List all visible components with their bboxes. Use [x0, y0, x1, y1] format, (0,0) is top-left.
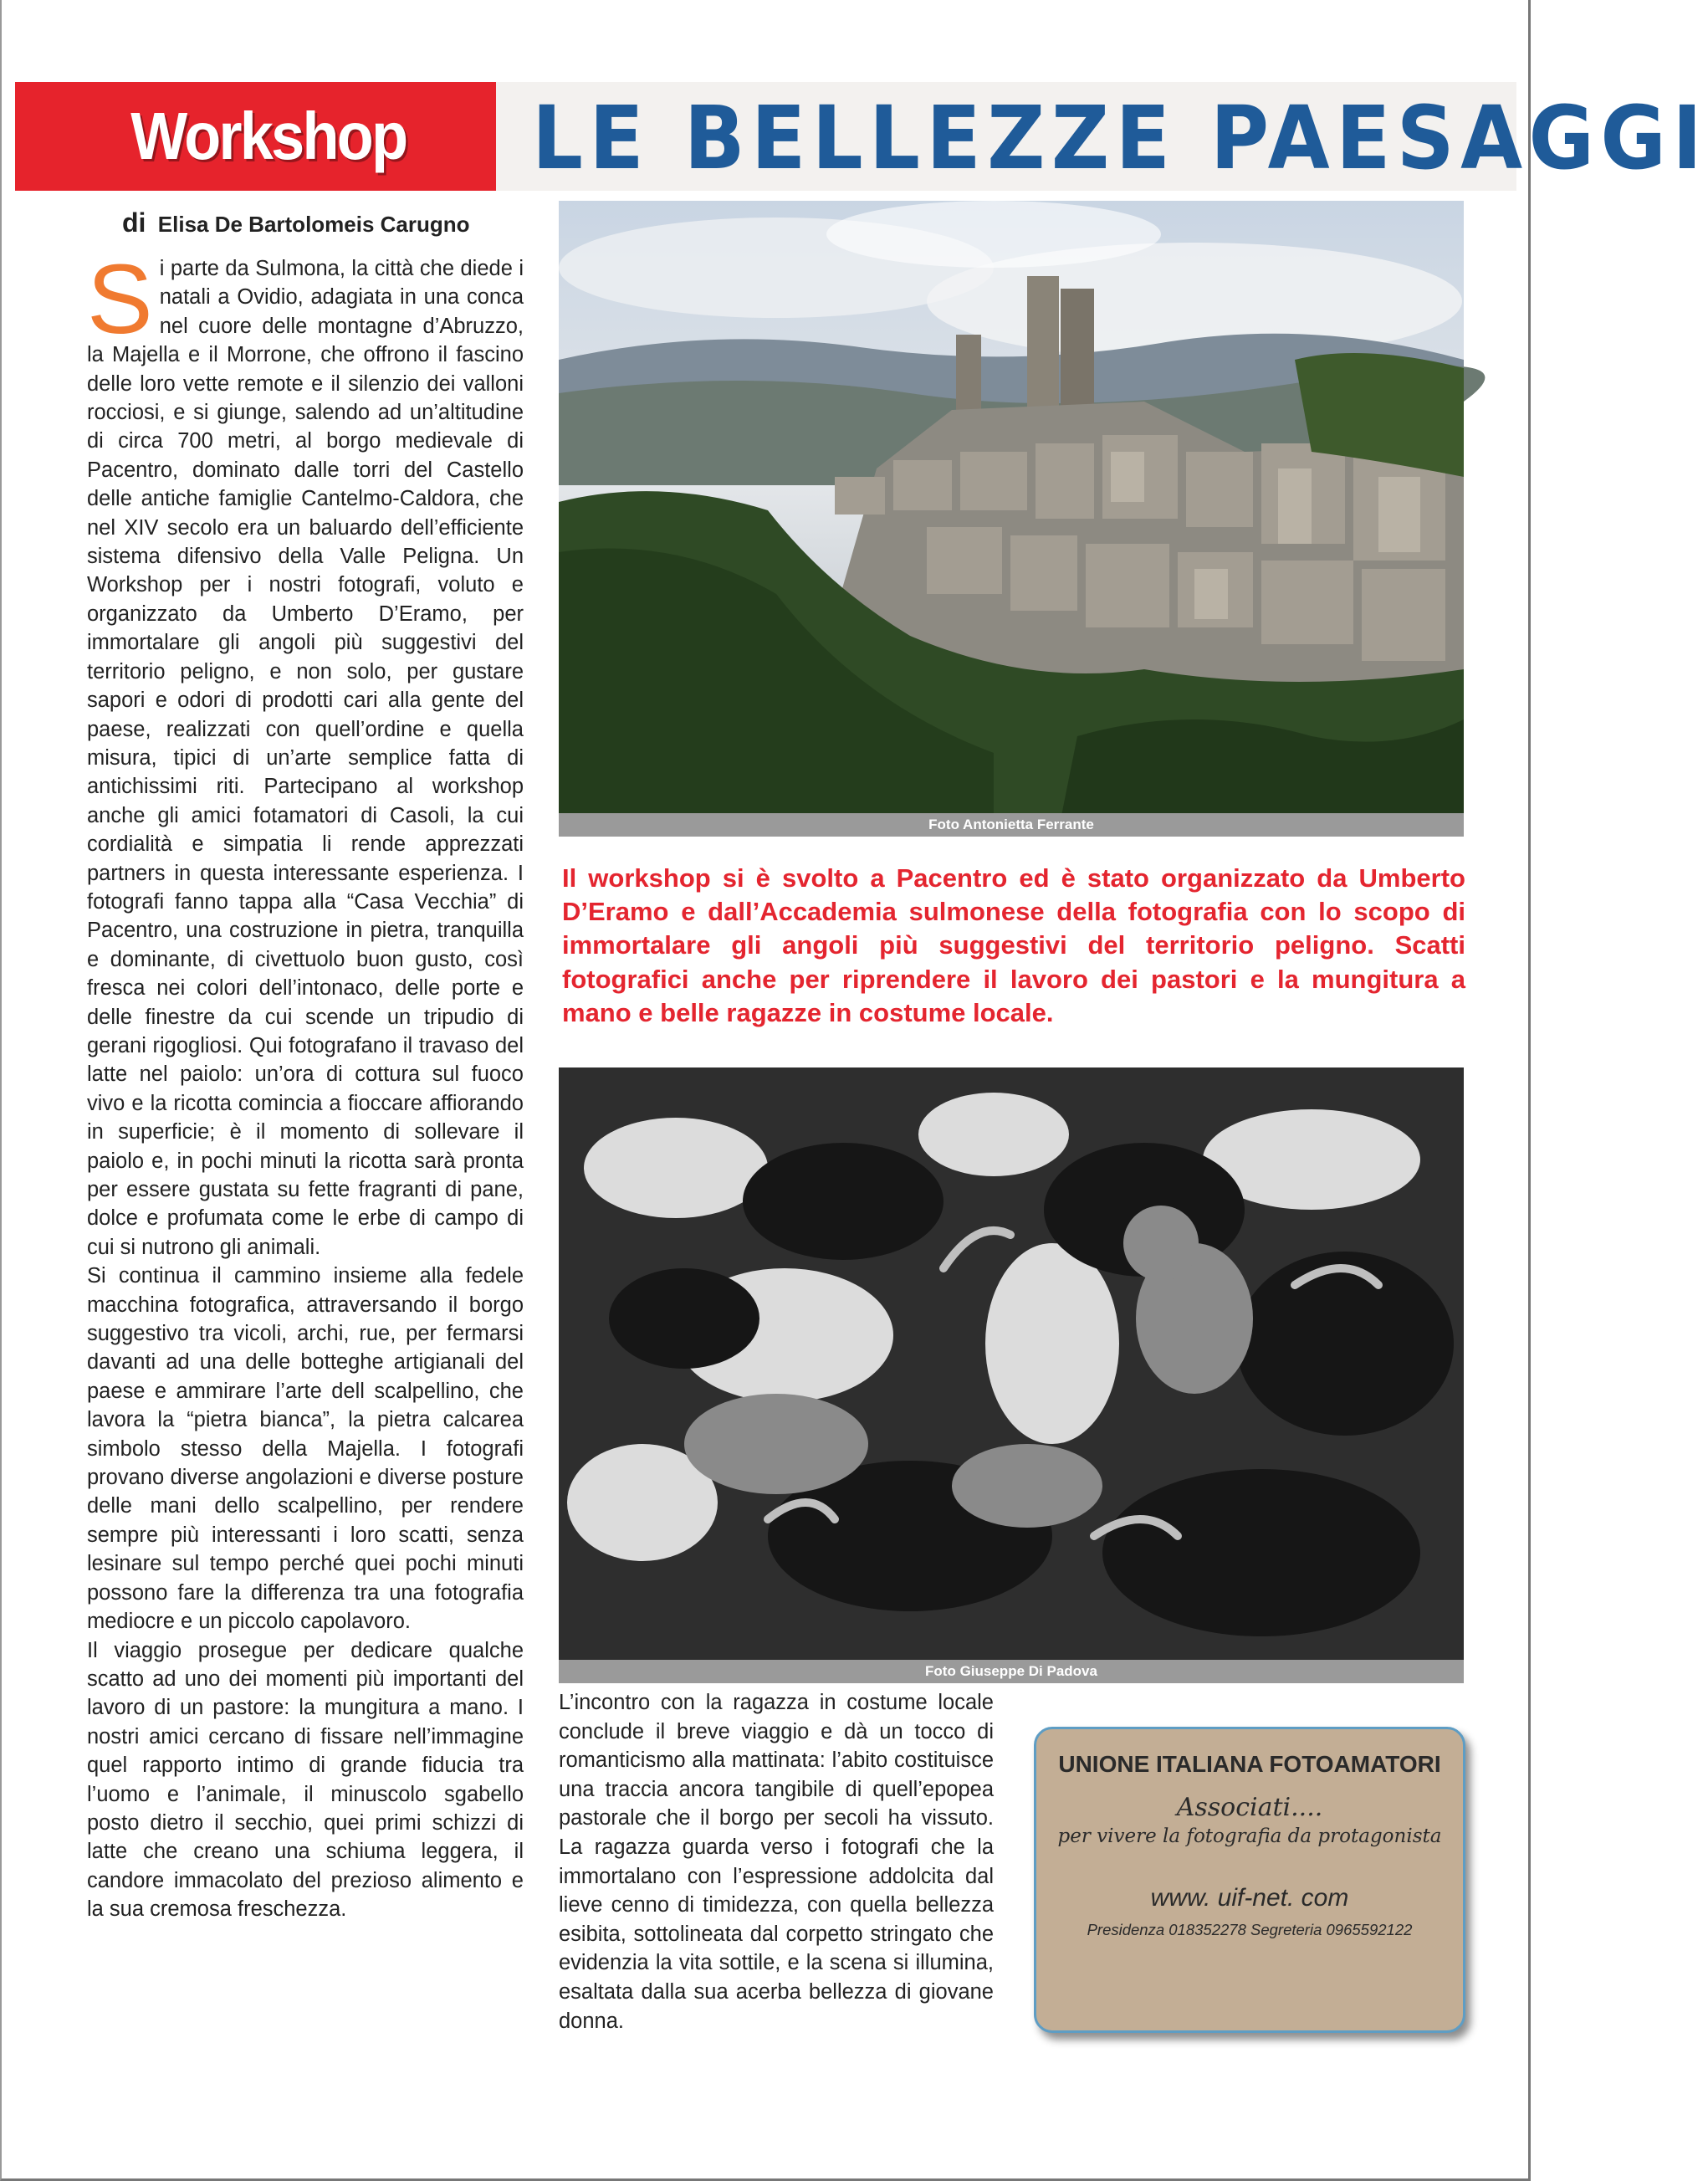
- byline: [122, 207, 470, 238]
- photo-goat-milking: [559, 1067, 1464, 1660]
- byline-author: Elisa De Bartolomeis Carugno: [157, 212, 470, 237]
- paragraph-text: i parte da Sulmona, la città che diede i natali a Ovidio, adagiata in una conca nel cuore delle montagne d’Abruzzo, la Majella e il Morrone, che offrono il fascino delle loro vette remote e il silenzio dei valloni rocciosi, e si giunge, salendo ad un’altitudine di circa 700 metri, al borgo medievale di Pacentro, dominato dalle torri del Castello delle antiche famiglie Cantelmo-Caldora, che nel XIV secolo era un baluardo dell’efficiente sistema difensivo della Valle Peligna. Un Workshop per i nostri fotografi, voluto e organizzato da Umberto D’Eramo, per immortalare gli angoli più suggestivi del territorio peligno, e non solo, per gustare sapori e odori di prodotti cari alla gente del paese, realizzati con quell’ordine e quella misura, tipici di un’arte semplice fatta di antichissimi riti. Partecipano al workshop anche gli amici fotamatori di Casoli, la cui cordialità e simpatia li rende apprezzati partners in questa interessante esperienza. I fotografi fanno tappa alla “Casa Vecchia” di Pacentro, una costruzione in pietra, tranquilla e dominante, di civettuolo buon gusto, così fresca nei colori dell’intonaco, delle porte e delle finestre da cui scende un tripudio di gerani rigogliosi. Qui fotografano il travaso del latte nel paiolo: un’ora di cottura sul fuoco vivo e la ricotta comincia a fioccare affiorando in superficie; è il momento di sollevare il paiolo e, in pochi minuti la ricotta sarà pronta per essere gustata su fette fragranti di pane, dolce e profumata come le erbe di campo di cui si nutrono gli animali.: [87, 257, 524, 1259]
- article-paragraph: L’incontro con la ragazza in costume locale conclude il breve viaggio e dà un tocco di romanticismo alla mattinata: l’abito costituisce una traccia ancora tangibile di quell’epopea pastorale che il borgo per secoli ha vissuto. La ragazza guarda verso i fotografi che la immortalano con l’espressione addolcita dal lieve cenno di timidezza, con quella bellezza esibita, sottolineata dal corpetto stringato che evidenzia la vita sottile, e la scena si illumina, esaltata dalla sua acerba bellezza di giovane donna.: [559, 1691, 994, 2033]
- photo1-caption: Foto Antonietta Ferrante: [559, 813, 1464, 837]
- section-label: Workshop: [130, 99, 407, 173]
- pull-quote: Il workshop si è svolto a Pacentro ed è stato organizzato da Umberto D’Eramo e dall’Accademia sulmonese della fotografia con lo scopo di immortalare gli angoli più suggestivi del territorio peligno. Scatti fotografici anche per riprendere il lavoro dei pastori e la mungitura a mano e belle ragazze in costume locale.: [562, 863, 1465, 1027]
- article-paragraph: Il viaggio prosegue per dedicare qualche scatto ad uno dei momenti più importanti del lavoro di un pastore: la mungitura a mano. I nostri amici cercano di fissare nell’immagine quel rapporto intimo di grande fiducia tra l’uomo e l’animale, il minuscolo sgabello posto dietro il secchio, quei primi schizzi di latte che creano una schiuma leggera, il candore immacolato del prezioso alimento e la sua cremosa freschezza.: [87, 1638, 524, 1922]
- article-column-right: [559, 1688, 994, 2035]
- goats-illustration: [559, 1067, 1464, 1660]
- section-band: [15, 82, 496, 191]
- page-header: [15, 82, 1708, 191]
- ad-phone-numbers: Presidenza 018352278 Segreteria 0965592122: [1087, 1921, 1413, 1938]
- drop-cap: S: [87, 244, 153, 355]
- article-column-left: [87, 244, 524, 1924]
- photo-pacentro-castle: [559, 201, 1464, 820]
- article-paragraph: [87, 244, 524, 1262]
- article-paragraph: Si continua il cammino insieme alla fedele macchina fotografica, attraversando il borgo suggestivo tra vicoli, archi, rue, per fermarsi davanti ad una delle botteghe artigianali del paese e ammirare l’arte dell scalpellino, che lavora la “pietra bianca”, la pietra calcarea simbolo stesso della Majella. I fotografi provano diverse angolazioni e diverse posture delle mani dello scalpellino, per rendere sempre più interessanti i loro scatti, senza lesinare sul tempo perché quei pochi minuti possono fare la differenza tra una fotografia mediocre e un piccolo capolavoro.: [87, 1264, 524, 1634]
- ad-organization: UNIONE ITALIANA FOTOAMATORI: [1058, 1751, 1441, 1777]
- ad-website-link[interactable]: www. uif-net. com: [1150, 1884, 1349, 1912]
- photo2-caption: Foto Giuseppe Di Padova: [559, 1660, 1464, 1683]
- castle-landscape-illustration: [559, 201, 1464, 820]
- ad-slogan-2: per vivere la fotografia da protagonista: [1057, 1825, 1442, 1847]
- article-headline: LE BELLEZZE PAESAGGI: [532, 87, 1708, 189]
- ad-slogan-1: Associati....: [1176, 1793, 1323, 1822]
- uif-advertisement: [1034, 1727, 1465, 2033]
- byline-prefix: di: [122, 207, 146, 238]
